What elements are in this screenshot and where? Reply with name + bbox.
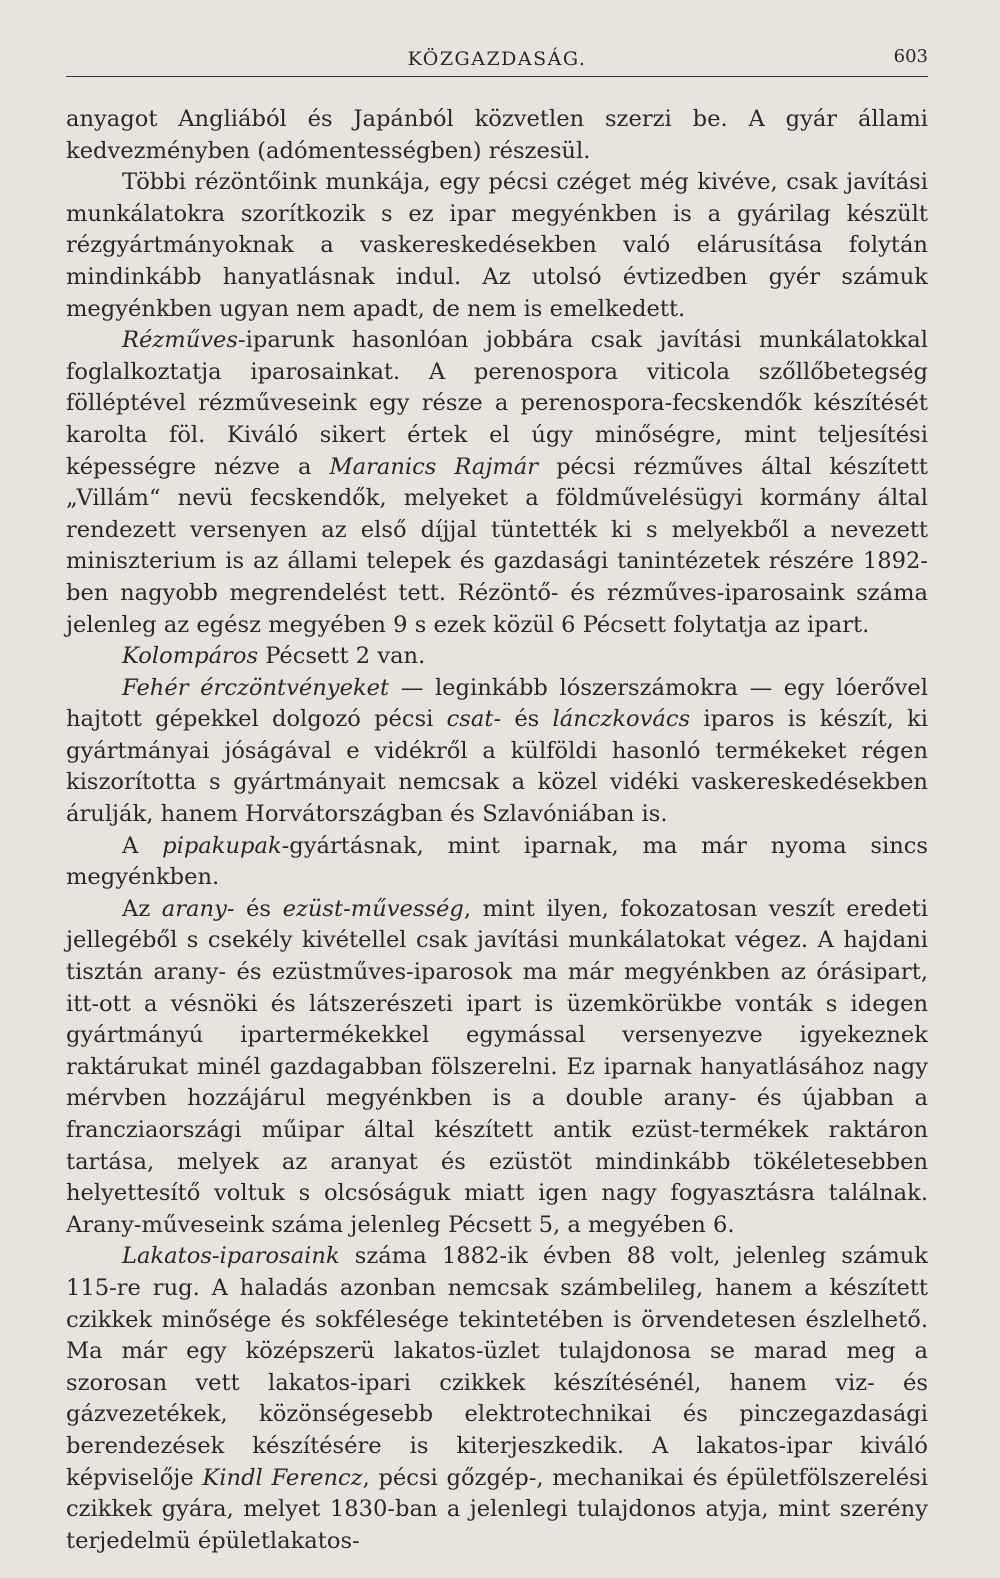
text-run: -iparunk hasonlóan jobbára csak javítási munkálatokkal foglalkoztatja iparosainkat. A perenospora viticola szőllőbetegség fölléptével rézműveseink egy része a perenospora-fecskendők készítését karolta föl. Kiváló sikert értek el úgy minőségre, mint teljesítési képességre nézve a <box>66 327 928 480</box>
text-run: , mint ilyen, fokozatosan veszít eredeti jellegéből s csekély kivétellel csak javítási munkálatokat végez. A hajdani tisztán arany- és ezüstműves-iparosok ma már megyénkben az órásipart, itt-ott a vésnöki és látszerészeti ipart is üzemkörükbe vonták s idegen gyártmányú ipartermékekkel egymással versenyezve igyekeznek raktárukat minél gazdagabban fölszerelni. Ez iparnak hanyatlásához nagy mérvben hozzájárul megyénkben is a double arany- és újabban a francziaországi műipar által készített antik ezüst-termékek raktáron tartása, melyek az aranyat és ezüstöt mindinkább tökéletesebben helyettesítő voltuk s olcsóságuk miatt igen nagy fogyasztásra találnak. Arany-műveseink száma jelenleg Pécsett 5, a megyében 6. <box>66 895 928 1238</box>
text-run: -gyártásnak, mint iparnak, ma már nyoma sincs megyénkben. <box>66 832 929 891</box>
italic-term: Lakatos-iparosaink <box>122 1243 340 1270</box>
paragraph <box>66 641 928 673</box>
text-run: Többi rézöntőink munkája, egy pécsi czéget még kivéve, csak javítási munkálatokra szorítkozik s ez ipar megyénkben is a gyárilag készült rézgyártmányoknak a vaskereskedésekben való elárusítása folytán mindinkább hanyatlásnak indul. Az utolsó évtizedben gyér számuk megyénkben ugyan nem apadt, de nem is emelkedett. <box>66 169 928 322</box>
italic-term: Kolompáros <box>122 643 259 670</box>
running-header <box>66 40 928 77</box>
body-text <box>66 104 928 1557</box>
text-run: Az <box>122 895 162 922</box>
italic-term: Fehér érczöntvényeket <box>122 674 390 701</box>
italic-term: lánczkovács <box>552 706 691 733</box>
italic-term: ezüst-művesség <box>282 895 464 922</box>
italic-term: Kindl Ferencz <box>202 1464 363 1491</box>
text-run: és <box>501 706 553 733</box>
italic-term: Rézműves <box>122 327 238 354</box>
text-run: A <box>122 832 163 859</box>
paragraph <box>66 104 928 167</box>
text-run: száma 1882-ik évben 88 volt, jelenleg számuk 115-re rug. A haladás azonban nemcsak számbelileg, hanem a készített czikkek minősége és sokfélesége tekintetében is örvendetesen észlelhető. Ma már egy középszerü lakatos-üzlet tulajdonosa se marad meg a szorosan vett lakatos-ipari czikkek készítésénél, hanem viz- és gázvezetékek, közönségesebb elektrotechnikai és pinczegazdasági berendezések készítésére is kiterjeszkedik. A lakatos-ipar kiváló képviselője <box>66 1243 928 1491</box>
text-run: , pécsi gőzgép-, mechanikai és épületfölszerelési czikkek gyára, melyet 1830-ban a jelenlegi tulajdonos atyja, mint szerény terjedelmü épületlakatos- <box>66 1464 929 1554</box>
italic-term: Maranics Rajmár <box>329 453 539 480</box>
page-number: 603 <box>893 46 928 67</box>
paragraph <box>66 167 928 325</box>
running-title: KÖZGAZDASÁG. <box>407 48 587 70</box>
paragraph <box>66 831 928 894</box>
paragraph <box>66 1241 928 1557</box>
paragraph <box>66 325 928 641</box>
text-run: pécsi rézműves által készített „Villám“ nevü fecskendők, melyeket a földművelésügyi kormány által rendezett versenyen az első díjjal tüntették ki s melyekből a nevezett miniszterium is az állami telepek és gazdasági tanintézetek részére 1892-ben nagyobb megrendelést tett. Rézöntő- és rézműves-iparosaink száma jelenleg az egész megyében 9 s ezek közül 6 Pécsett folytatja az ipart. <box>66 453 928 638</box>
italic-term: csat- <box>446 706 502 733</box>
text-run: iparos is készít, ki gyártmányai jóságával e vidékről a külföldi hasonló termékeket régen kiszorította s gyártmányait nemcsak a közel vidéki vaskereskedésekben árulják, hanem Horvátországban és Szlavóniában is. <box>66 706 928 828</box>
italic-term: pipakupak <box>162 832 282 859</box>
text-run: Pécsett 2 van. <box>258 643 426 670</box>
paragraph <box>66 894 928 1242</box>
italic-term: arany- <box>161 895 235 922</box>
text-run: — leginkább lószerszámokra — egy lóerővel hajtott gépekkel dolgozó pécsi <box>66 674 928 733</box>
text-run: és <box>234 895 283 922</box>
paragraph <box>66 673 928 831</box>
text-run: anyagot Angliából és Japánból közvetlen szerzi be. A gyár állami kedvezményben (adómentességben) részesül. <box>66 106 928 164</box>
